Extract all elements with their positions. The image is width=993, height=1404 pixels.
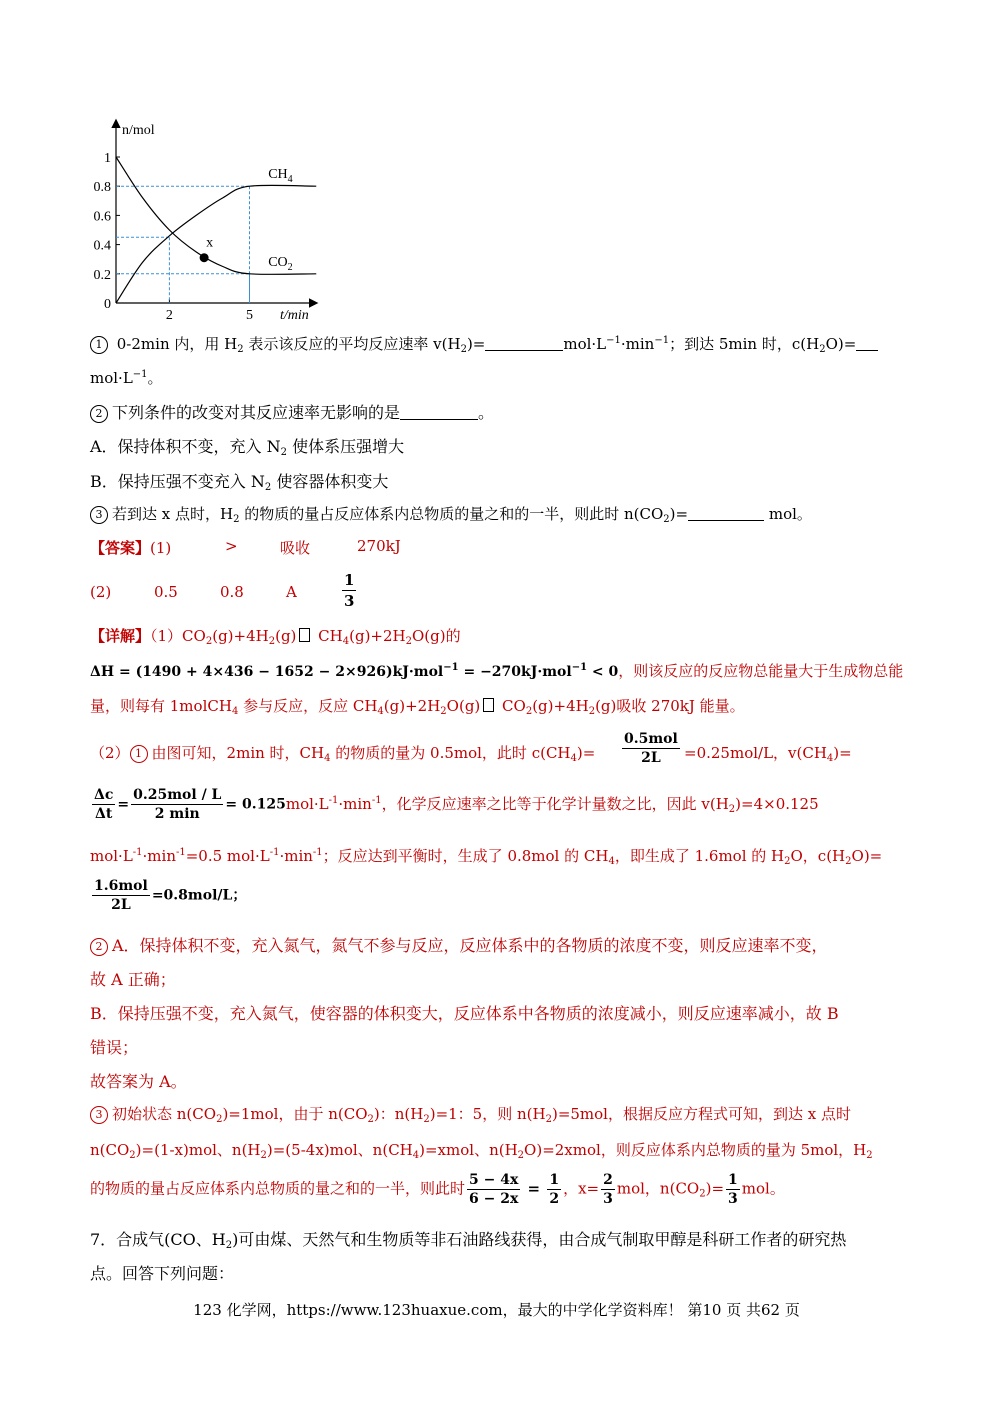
y-tick-label: 0.2 <box>93 267 111 283</box>
x-tick-label: 2 <box>165 308 173 323</box>
answer-blank[interactable] <box>688 520 764 521</box>
page-footer: 123 化学网，https://www.123huaxue.com，最大的中学化学资料库！ 第10 页 共62 页 <box>193 1301 800 1319</box>
answer-line1: 【答案】(1) > 吸收 270kJ <box>90 537 401 557</box>
option-a: A．保持体积不变，充入 $N_2$ 使体系压强增大 <box>90 437 405 458</box>
equilibrium-arrow-icon <box>483 698 494 712</box>
part3-line1: 2 A．保持体积不变，充入氮气，氮气不参与反应，反应体系中的各物质的浓度不变，则反应速率不变， <box>90 933 828 956</box>
answer-blank[interactable] <box>856 350 878 351</box>
circled-number: 1 <box>130 745 148 763</box>
y-tick-label: 0.8 <box>93 180 111 196</box>
x-tick-label: 5 <box>246 308 253 323</box>
part2-line1: （2） 1 由图可知，2min 时，$CH_4$ 的物质的量为 0.5mol，此时 $c(CH_4)=$ <box>90 744 596 764</box>
question-3: 3 若到达 x 点时，$H_2$ 的物质的量占反应体系内总物质的量之和的一半，则此时 $n(CO_2)=$ mol。 <box>90 503 812 524</box>
part3-line4: 错误； <box>90 1038 139 1057</box>
circled-number: 1 <box>90 336 108 354</box>
part2-fraction1: $\frac{\text{0.5mol}}{2L}$ <box>624 731 678 766</box>
point-x-label: x <box>206 235 214 251</box>
chart <box>88 115 328 330</box>
part3-line5: 故答案为 A。 <box>90 1072 187 1091</box>
part2-line3: $mol\cdot L^{-1}\cdot\min^{-1}=0.5$ $mol\cdot L^{-1}\cdot\min^{-1}$；反应达到平衡时，生成了 0.8mol 的 $CH_4$，即生成了 1.6mol 的 $H_2O$，$c(H_2O)=$ <box>90 847 883 867</box>
equilibrium-arrow-icon <box>299 628 310 642</box>
y-axis-label: n/mol <box>122 123 155 138</box>
series-label-co2: $CO_2$ <box>268 254 293 273</box>
answer-fraction: $\frac{1}{3}$ <box>344 571 355 610</box>
y-tick-label: 1 <box>104 151 111 166</box>
part4-line2: $n(CO_2)=(1-x)mol$、$n(H_2)=(5-4x)mol$、$n(CH_4)=xmol$、$n(H_2O)=2xmol$，则反应体系内总物质的量为 5mol，$H_2$ <box>90 1141 873 1161</box>
part4-line3: 的物质的量占反应体系内总物质的量之和的一半，则此时 $\frac{5 - 4x}{6 - 2x}$ = $\frac{1}{2}$ ，x= $\frac{2}{3}$ mol，$n(CO_2)=$ $\frac{1}{3}$ mol。 <box>90 1172 785 1207</box>
question-7-line1: 7．合成气(CO、$H_2$)可由煤、天然气和生物质等非石油路线获得，由合成气制取甲醇是科研工作者的研究热 <box>90 1230 847 1251</box>
part4-line1: 3 初始状态 $n(CO_2)=1mol$，由于 $n(CO_2)$：$n(H_2)=1$：5，则 $n(H_2)=5mol$，根据反应方程式可知，到达 x 点时 <box>90 1103 851 1124</box>
y-tick-label: 0.4 <box>93 238 111 254</box>
part2-line1-end: =0.25mol/L，$v(CH_4)=$ <box>684 744 852 764</box>
part2-line2: $\frac{\Delta c}{\Delta t}$ = $\frac{\text{0.25mol / L}}{2 \min}$ = $0.125mol\cdot L^{-1}\cdot\min^{-1}$，化学反应速率之比等于化学计量数之比，因此 $v(H_2)=4\times 0.125$ <box>94 787 819 822</box>
circled-number: 3 <box>90 506 108 524</box>
question-1-line1: 1 0-2min 内，用 $H_2$ 表示该反应的平均反应速率 $v(H_2)= mol\cdot L^{-1}\cdot\min^{-1}$；到达 5min 时，$c(H_2O)=$ <box>90 333 878 354</box>
y-tick-label: 0 <box>104 297 111 312</box>
circled-number: 3 <box>90 1106 108 1124</box>
series-label-ch4: $CH_4$ <box>268 167 293 186</box>
x-axis-label: t/min <box>280 308 309 323</box>
point-x-marker <box>200 253 209 262</box>
part2-line4: $\frac{\text{1.6mol}}{2L}$ =0.8mol/L； <box>94 878 247 913</box>
circled-number: 2 <box>90 938 108 956</box>
question-2: 2 下列条件的改变对其反应速率无影响的是 。 <box>90 400 494 423</box>
circled-number: 2 <box>90 405 108 423</box>
detail-line3: 量，则每有 1molCH$_4$ 参与反应，反应 $CH_4(g)+2H_2O(g)$ $CO_2(g)+4H_2(g)$吸收 270kJ 能量。 <box>90 697 745 717</box>
answer-blank[interactable] <box>485 350 563 351</box>
answer-line2: (2) 0.5 0.8 A <box>90 583 297 601</box>
y-tick-label: 0.6 <box>93 209 111 225</box>
detail-line2: ΔH = (1490 + 4×436 − 1652 − 2×926)kJ·mol$^{-1}$ = −270kJ·mol$^{-1}$ < 0，则该反应的反应物总能量大于生成物总能 <box>90 662 904 680</box>
answer-blank[interactable] <box>400 419 478 420</box>
part3-line2: 故 A 正确； <box>90 970 176 989</box>
question-1-line2: $mol\cdot L^{-1}$。 <box>90 369 163 387</box>
part3-line3: B．保持压强不变，充入氮气，使容器的体积变大，反应体系中各物质的浓度减小，则反应速率减小，故 B <box>90 1004 839 1023</box>
option-b: B．保持压强不变充入 $N_2$ 使容器体积变大 <box>90 472 389 493</box>
detail-line1: 【详解】$(1)CO_2(g)+4H_2(g)$ $CH_4(g)+2H_2O(g)$的 <box>90 627 461 647</box>
question-7-line2: 点。回答下列问题： <box>90 1264 235 1283</box>
